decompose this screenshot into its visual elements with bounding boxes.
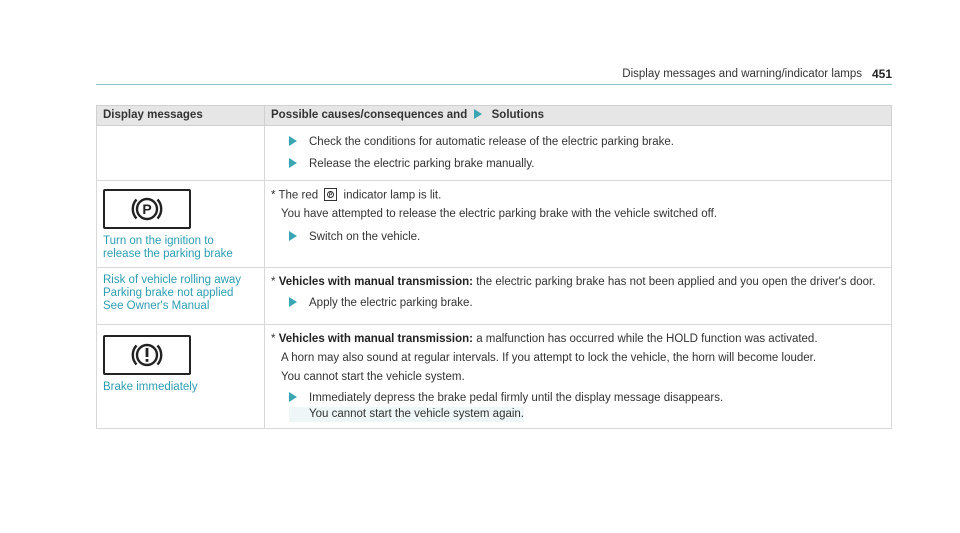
page-header [96,60,892,85]
display-message-line: Parking brake not applied [103,287,234,299]
solution-cell [265,325,892,429]
cause-text [271,332,885,347]
asterisk: * [271,333,276,345]
solution-step [271,296,885,311]
brake-warning-exclamation-icon [103,335,191,375]
svg-text:P: P [142,201,152,217]
step-text: Switch on the vehicle. [309,230,421,243]
display-message-line: Brake immediately [103,381,198,393]
arrow-right-icon [289,158,297,168]
solution-step [271,135,885,150]
cause-text [271,275,885,290]
table-row [97,268,892,325]
parking-brake-inline-icon [324,188,337,201]
page-number: 451 [871,67,892,81]
info-text: A horn may also sound at regular intervals. If you attempt to lock the vehicle, the horn will become louder. [281,352,817,364]
message-cell [97,126,265,181]
solution-step [271,157,885,172]
col-header-solutions: Solutions [491,109,545,121]
message-cell [97,181,265,268]
asterisk: * [271,189,276,202]
display-message-line: Turn on the ignition to [103,235,214,247]
display-message-line: Risk of vehicle rolling away [103,274,242,286]
arrow-right-icon [474,109,482,119]
info-text: You cannot start the vehicle system. [281,371,465,383]
cause-text [271,188,885,204]
step-text: Release the electric parking brake manually. [309,158,535,170]
table-row [97,325,892,429]
table-row [97,181,892,268]
col-header-display-messages: Display messages [97,106,265,126]
col-header-causes-solutions [265,106,892,126]
svg-text:P: P [329,192,333,199]
arrow-right-icon [289,392,297,402]
arrow-right-icon [289,136,297,146]
parking-brake-p-icon [103,189,191,229]
solution-cell [265,268,892,325]
solution-step [271,230,885,245]
arrow-right-icon [289,231,297,241]
solution-cell [265,181,892,268]
cause-bold: Vehicles with manual transmission: [278,276,473,288]
step-text: Apply the electric parking brake. [309,297,473,309]
cause-text-b: indicator lamp is lit. [343,189,442,202]
cause-text-body: a malfunction has occurred while the HOLD function was activated. [476,333,818,345]
arrow-right-icon [289,297,297,307]
display-messages-table [96,105,892,429]
asterisk: * [271,276,276,288]
display-message-line: See Owner's Manual [103,300,210,312]
cause-text-body: the electric parking brake has not been applied and you open the driver's door. [476,276,876,288]
solution-step [271,391,885,406]
step-text: Immediately depress the brake pedal firmly until the display message disappears. [309,392,724,404]
display-message-line: release the parking brake [103,248,233,260]
consequence-text: You have attempted to release the electric parking brake with the vehicle switched off. [281,207,717,220]
cause-bold: Vehicles with manual transmission: [278,333,473,345]
step-note: You cannot start the vehicle system again. [289,407,524,422]
table-header-row [97,106,892,126]
table-row [97,126,892,181]
page-header-title: Display messages and warning/indicator lamps [622,68,862,80]
cause-text-a: The red [278,189,319,202]
message-cell [97,268,265,325]
col-header-causes: Possible causes/consequences and [271,109,468,121]
message-cell [97,325,265,429]
step-text: Check the conditions for automatic release of the electric parking brake. [309,136,674,148]
solution-cell [265,126,892,181]
